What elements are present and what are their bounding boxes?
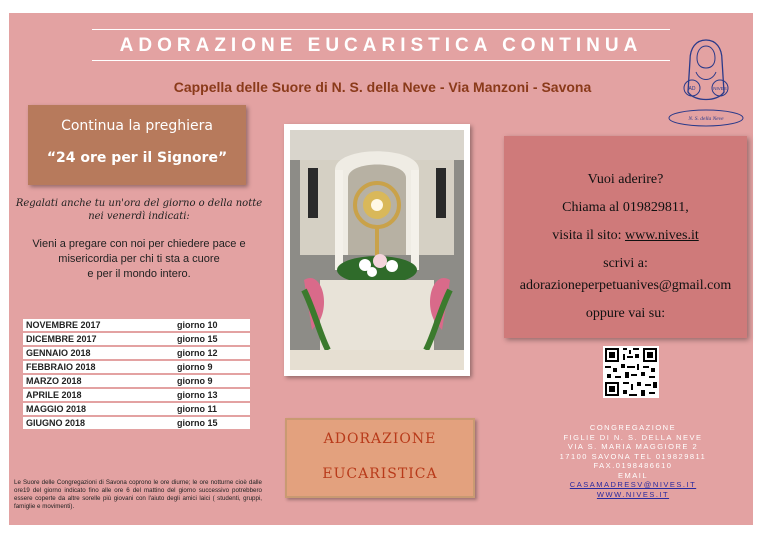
- join-phone: Chiama al 019829811,: [562, 200, 689, 215]
- schedule-month: MARZO 2018: [23, 375, 174, 387]
- logo-caption: N. S. della Neve: [688, 116, 724, 122]
- schedule-month: MAGGIO 2018: [23, 403, 174, 415]
- schedule-day: giorno 13: [174, 389, 250, 401]
- gift-line-1: Regalati anche tu un'ora del giorno o della notte: [15, 198, 263, 209]
- adorazione-line-1: ADORAZIONE: [323, 431, 437, 447]
- footnote: Le Suore delle Congregazioni di Savona coprono le ore diurne; le ore notturne cioè dalle ore19 del giorno indicato fino alle ore 6 del mattino del giorno successivo potrebbero essere coperte da altre sorelle più giovani con l'aiuto degli amici laici ( studenti, gruppi, famiglie e movimenti).: [14, 479, 262, 510]
- schedule-day: giorno 11: [174, 403, 250, 415]
- contacts-line-5: FAX.0198486610: [593, 461, 673, 470]
- prayer-line-2: “24 ore per il Signore”: [46, 150, 228, 166]
- contacts-line-2: FIGLIE DI N. S. DELLA NEVE: [563, 432, 703, 442]
- qr-code[interactable]: [603, 346, 659, 398]
- gift-line-2: nei venerdì indicati:: [88, 211, 190, 222]
- schedule-table: [23, 317, 250, 431]
- schedule-month: GENNAIO 2018: [23, 347, 174, 359]
- schedule-day: giorno 10: [174, 319, 250, 331]
- altar-photo: [290, 130, 464, 370]
- schedule-day: giorno 9: [174, 361, 250, 373]
- photo-frame: [284, 124, 470, 376]
- subtitle-chapel: Cappella delle Suore di N. S. della Neve - Via Manzoni - Savona: [173, 79, 592, 95]
- schedule-row: [23, 375, 250, 387]
- schedule-month: NOVEMBRE 2017: [23, 319, 174, 331]
- schedule-month: DICEMBRE 2017: [23, 333, 174, 345]
- adorazione-box: [285, 418, 475, 498]
- schedule-row: [23, 347, 250, 359]
- schedule-row: [23, 417, 250, 429]
- title-banner: [92, 29, 670, 61]
- schedule-row: [23, 333, 250, 345]
- contacts-line-6: EMAIL: [617, 470, 648, 480]
- schedule-month: FEBBRAIO 2018: [23, 361, 174, 373]
- schedule-row: [23, 389, 250, 401]
- join-email[interactable]: adorazioneperpetuanives@gmail.com: [519, 278, 732, 293]
- contacts-line-1: CONGREGAZIONE: [589, 423, 677, 432]
- prayer-line-1: Continua la preghiera: [61, 118, 213, 134]
- schedule-row: [23, 361, 250, 373]
- prayer-box: [28, 105, 246, 185]
- gift-text: [14, 197, 264, 223]
- join-question: Vuoi aderire?: [587, 172, 664, 187]
- logo-badge-right: NIVES: [713, 86, 727, 91]
- invite-line-1: Vieni a pregare con noi per chiedere pace e: [32, 238, 246, 250]
- contacts-block: [553, 423, 713, 499]
- contacts-website-link[interactable]: WWW.NIVES.IT: [596, 489, 670, 499]
- website-link[interactable]: www.nives.it: [624, 228, 699, 243]
- join-write: scrivi a:: [603, 256, 648, 271]
- schedule-row: [23, 403, 250, 415]
- adorazione-line-2: EUCARISTICA: [322, 466, 438, 482]
- schedule-month: GIUGNO 2018: [23, 417, 174, 429]
- schedule-day: giorno 9: [174, 375, 250, 387]
- logo-badge-left: AD: [688, 86, 696, 92]
- invite-line-3: e per il mondo intero.: [87, 268, 191, 280]
- contacts-line-3: VIA S. MARIA MAGGIORE 2: [567, 442, 699, 451]
- schedule-month: APRILE 2018: [23, 389, 174, 401]
- join-site-prefix: visita il sito:: [552, 228, 625, 243]
- schedule-day: giorno 15: [174, 417, 250, 429]
- join-site-line: [504, 228, 747, 244]
- contacts-line-4: 17100 SAVONA TEL 019829811: [559, 451, 707, 461]
- contacts-email-link[interactable]: CASAMADRESV@NIVES.IT: [569, 480, 697, 489]
- page-title: ADORAZIONE EUCARISTICA CONTINUA: [119, 35, 643, 56]
- invite-text: [14, 237, 264, 282]
- schedule-day: giorno 12: [174, 347, 250, 359]
- schedule-day: giorno 15: [174, 333, 250, 345]
- join-box: [504, 136, 747, 338]
- join-qr-text: oppure vai su:: [585, 306, 666, 321]
- congregation-logo: [666, 32, 746, 128]
- schedule-row: [23, 319, 250, 331]
- invite-line-2: misericordia per chi ti sta a cuore: [58, 253, 220, 265]
